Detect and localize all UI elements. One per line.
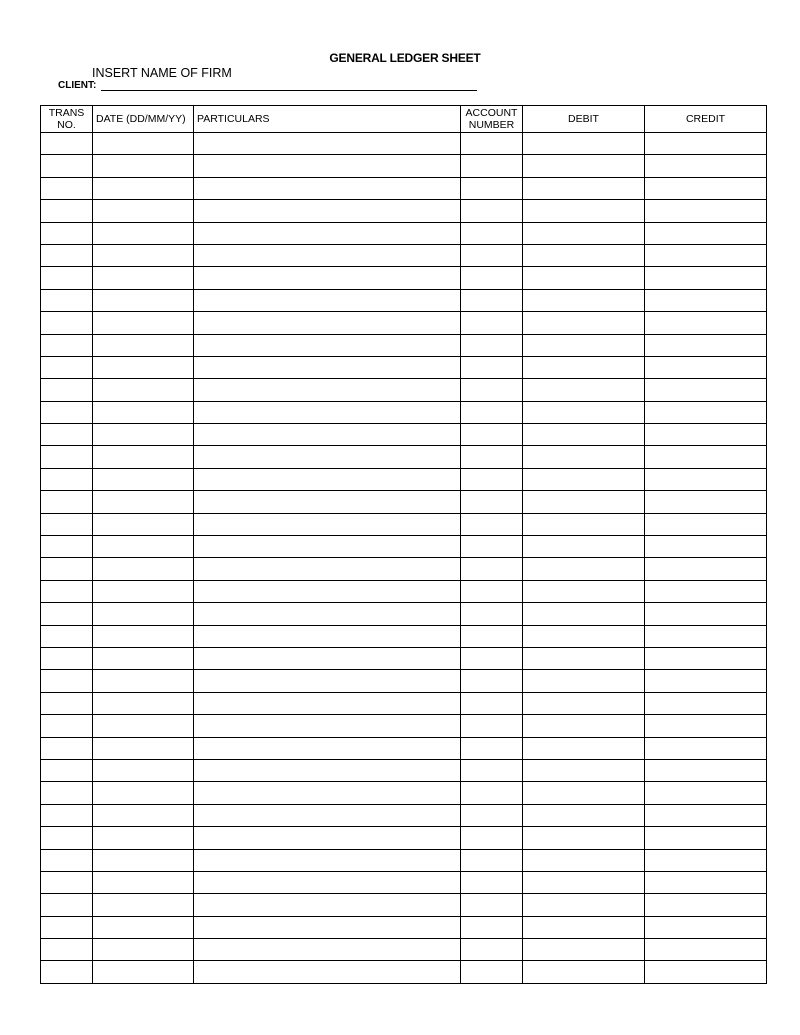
- table-row: [41, 625, 767, 647]
- trans-no-cell[interactable]: [41, 334, 93, 356]
- date-cell[interactable]: [93, 625, 194, 647]
- debit-cell[interactable]: [523, 939, 645, 961]
- debit-cell[interactable]: [523, 827, 645, 849]
- table-row: [41, 177, 767, 199]
- debit-cell[interactable]: [523, 558, 645, 580]
- table-row: [41, 446, 767, 468]
- credit-cell[interactable]: [645, 692, 767, 714]
- column-header-line: PARTICULARS: [197, 113, 270, 125]
- date-cell[interactable]: [93, 759, 194, 781]
- debit-cell[interactable]: [523, 580, 645, 602]
- date-cell[interactable]: [93, 916, 194, 938]
- debit-cell[interactable]: [523, 647, 645, 669]
- credit-cell[interactable]: [645, 558, 767, 580]
- trans-no-cell[interactable]: [41, 961, 93, 984]
- debit-cell[interactable]: [523, 782, 645, 804]
- particulars-cell[interactable]: [194, 759, 461, 781]
- credit-cell[interactable]: [645, 379, 767, 401]
- credit-cell[interactable]: [645, 871, 767, 893]
- table-row: [41, 222, 767, 244]
- trans-no-cell[interactable]: [41, 289, 93, 311]
- account-number-cell[interactable]: [461, 580, 523, 602]
- account-number-cell[interactable]: [461, 468, 523, 490]
- account-number-cell[interactable]: [461, 446, 523, 468]
- trans-no-cell[interactable]: [41, 916, 93, 938]
- date-cell[interactable]: [93, 849, 194, 871]
- particulars-cell[interactable]: [194, 647, 461, 669]
- credit-cell[interactable]: [645, 334, 767, 356]
- credit-cell[interactable]: [645, 289, 767, 311]
- credit-cell[interactable]: [645, 916, 767, 938]
- particulars-cell[interactable]: [194, 871, 461, 893]
- date-cell[interactable]: [93, 804, 194, 826]
- table-row: [41, 737, 767, 759]
- account-number-cell[interactable]: [461, 289, 523, 311]
- trans-no-cell[interactable]: [41, 647, 93, 669]
- credit-cell[interactable]: [645, 961, 767, 984]
- debit-cell[interactable]: [523, 177, 645, 199]
- debit-cell[interactable]: [523, 916, 645, 938]
- date-cell[interactable]: [93, 334, 194, 356]
- particulars-cell[interactable]: [194, 200, 461, 222]
- date-cell[interactable]: [93, 536, 194, 558]
- particulars-cell[interactable]: [194, 916, 461, 938]
- table-row: [41, 849, 767, 871]
- date-cell[interactable]: [93, 894, 194, 916]
- particulars-cell[interactable]: [194, 424, 461, 446]
- particulars-cell[interactable]: [194, 804, 461, 826]
- account-number-cell[interactable]: [461, 871, 523, 893]
- credit-cell[interactable]: [645, 536, 767, 558]
- debit-cell[interactable]: [523, 468, 645, 490]
- account-number-cell[interactable]: [461, 356, 523, 378]
- account-number-cell[interactable]: [461, 782, 523, 804]
- table-row: [41, 491, 767, 513]
- account-number-cell[interactable]: [461, 536, 523, 558]
- account-number-cell[interactable]: [461, 222, 523, 244]
- particulars-cell[interactable]: [194, 894, 461, 916]
- account-number-cell[interactable]: [461, 603, 523, 625]
- column-header-line: CREDIT: [685, 113, 726, 125]
- trans-no-cell[interactable]: [41, 401, 93, 423]
- particulars-cell[interactable]: [194, 177, 461, 199]
- debit-cell[interactable]: [523, 401, 645, 423]
- client-input-line[interactable]: [101, 90, 477, 91]
- column-header-line: NO.: [57, 119, 76, 131]
- table-row: [41, 939, 767, 961]
- trans-no-cell[interactable]: [41, 871, 93, 893]
- date-cell[interactable]: [93, 446, 194, 468]
- account-number-cell[interactable]: [461, 312, 523, 334]
- client-label: CLIENT:: [58, 80, 97, 91]
- account-number-cell[interactable]: [461, 133, 523, 155]
- credit-cell[interactable]: [645, 267, 767, 289]
- debit-cell[interactable]: [523, 155, 645, 177]
- trans-no-cell[interactable]: [41, 244, 93, 266]
- date-cell[interactable]: [93, 827, 194, 849]
- trans-no-cell[interactable]: [41, 827, 93, 849]
- trans-no-cell[interactable]: [41, 849, 93, 871]
- firm-name-placeholder[interactable]: INSERT NAME OF FIRM: [92, 66, 232, 80]
- credit-cell[interactable]: [645, 177, 767, 199]
- debit-cell[interactable]: [523, 849, 645, 871]
- credit-cell[interactable]: [645, 155, 767, 177]
- column-header-account-number: [461, 106, 523, 133]
- debit-cell[interactable]: [523, 491, 645, 513]
- table-row: [41, 894, 767, 916]
- date-cell[interactable]: [93, 468, 194, 490]
- debit-cell[interactable]: [523, 312, 645, 334]
- particulars-cell[interactable]: [194, 536, 461, 558]
- debit-cell[interactable]: [523, 133, 645, 155]
- table-row: [41, 289, 767, 311]
- trans-no-cell[interactable]: [41, 177, 93, 199]
- particulars-cell[interactable]: [194, 334, 461, 356]
- account-number-cell[interactable]: [461, 692, 523, 714]
- column-header-line: DEBIT: [568, 113, 599, 125]
- table-row: [41, 804, 767, 826]
- date-cell[interactable]: [93, 961, 194, 984]
- table-row: [41, 647, 767, 669]
- debit-cell[interactable]: [523, 961, 645, 984]
- date-cell[interactable]: [93, 222, 194, 244]
- column-header-particulars: [194, 106, 461, 133]
- trans-no-cell[interactable]: [41, 692, 93, 714]
- trans-no-cell[interactable]: [41, 782, 93, 804]
- date-cell[interactable]: [93, 424, 194, 446]
- account-number-cell[interactable]: [461, 715, 523, 737]
- debit-cell[interactable]: [523, 759, 645, 781]
- trans-no-cell[interactable]: [41, 939, 93, 961]
- account-number-cell[interactable]: [461, 177, 523, 199]
- date-cell[interactable]: [93, 133, 194, 155]
- table-row: [41, 916, 767, 938]
- particulars-cell[interactable]: [194, 603, 461, 625]
- debit-cell[interactable]: [523, 289, 645, 311]
- column-header-debit: [523, 106, 645, 133]
- particulars-cell[interactable]: [194, 401, 461, 423]
- particulars-cell[interactable]: [194, 580, 461, 602]
- particulars-cell[interactable]: [194, 289, 461, 311]
- date-cell[interactable]: [93, 401, 194, 423]
- credit-cell[interactable]: [645, 580, 767, 602]
- debit-cell[interactable]: [523, 244, 645, 266]
- credit-cell[interactable]: [645, 356, 767, 378]
- trans-no-cell[interactable]: [41, 133, 93, 155]
- particulars-cell[interactable]: [194, 356, 461, 378]
- credit-cell[interactable]: [645, 401, 767, 423]
- particulars-cell[interactable]: [194, 222, 461, 244]
- table-row: [41, 379, 767, 401]
- date-cell[interactable]: [93, 580, 194, 602]
- date-cell[interactable]: [93, 200, 194, 222]
- credit-cell[interactable]: [645, 782, 767, 804]
- table-row: [41, 580, 767, 602]
- table-row: [41, 715, 767, 737]
- credit-cell[interactable]: [645, 446, 767, 468]
- table-row: [41, 827, 767, 849]
- date-cell[interactable]: [93, 513, 194, 535]
- table-row: [41, 692, 767, 714]
- table-row: [41, 155, 767, 177]
- account-number-cell[interactable]: [461, 737, 523, 759]
- debit-cell[interactable]: [523, 200, 645, 222]
- debit-cell[interactable]: [523, 267, 645, 289]
- credit-cell[interactable]: [645, 312, 767, 334]
- credit-cell[interactable]: [645, 647, 767, 669]
- account-number-cell[interactable]: [461, 849, 523, 871]
- credit-cell[interactable]: [645, 200, 767, 222]
- account-number-cell[interactable]: [461, 939, 523, 961]
- debit-cell[interactable]: [523, 692, 645, 714]
- credit-cell[interactable]: [645, 939, 767, 961]
- trans-no-cell[interactable]: [41, 625, 93, 647]
- account-number-cell[interactable]: [461, 334, 523, 356]
- column-header-line: NUMBER: [468, 119, 515, 131]
- table-row: [41, 871, 767, 893]
- account-number-cell[interactable]: [461, 961, 523, 984]
- table-row: [41, 468, 767, 490]
- account-number-cell[interactable]: [461, 625, 523, 647]
- debit-cell[interactable]: [523, 603, 645, 625]
- debit-cell[interactable]: [523, 625, 645, 647]
- particulars-cell[interactable]: [194, 513, 461, 535]
- ledger-table: [40, 105, 767, 984]
- debit-cell[interactable]: [523, 804, 645, 826]
- date-cell[interactable]: [93, 267, 194, 289]
- table-row: [41, 670, 767, 692]
- credit-cell[interactable]: [645, 244, 767, 266]
- trans-no-cell[interactable]: [41, 804, 93, 826]
- credit-cell[interactable]: [645, 424, 767, 446]
- date-cell[interactable]: [93, 356, 194, 378]
- debit-cell[interactable]: [523, 513, 645, 535]
- trans-no-cell[interactable]: [41, 715, 93, 737]
- table-row: [41, 536, 767, 558]
- particulars-cell[interactable]: [194, 267, 461, 289]
- particulars-cell[interactable]: [194, 155, 461, 177]
- trans-no-cell[interactable]: [41, 446, 93, 468]
- debit-cell[interactable]: [523, 871, 645, 893]
- date-cell[interactable]: [93, 312, 194, 334]
- credit-cell[interactable]: [645, 670, 767, 692]
- trans-no-cell[interactable]: [41, 379, 93, 401]
- table-row: [41, 401, 767, 423]
- debit-cell[interactable]: [523, 334, 645, 356]
- credit-cell[interactable]: [645, 133, 767, 155]
- trans-no-cell[interactable]: [41, 580, 93, 602]
- trans-no-cell[interactable]: [41, 312, 93, 334]
- trans-no-cell[interactable]: [41, 737, 93, 759]
- particulars-cell[interactable]: [194, 491, 461, 513]
- date-cell[interactable]: [93, 647, 194, 669]
- trans-no-cell[interactable]: [41, 491, 93, 513]
- debit-cell[interactable]: [523, 222, 645, 244]
- table-row: [41, 244, 767, 266]
- table-row: [41, 759, 767, 781]
- date-cell[interactable]: [93, 670, 194, 692]
- credit-cell[interactable]: [645, 513, 767, 535]
- table-row: [41, 424, 767, 446]
- account-number-cell[interactable]: [461, 916, 523, 938]
- date-cell[interactable]: [93, 244, 194, 266]
- particulars-cell[interactable]: [194, 849, 461, 871]
- particulars-cell[interactable]: [194, 939, 461, 961]
- trans-no-cell[interactable]: [41, 200, 93, 222]
- credit-cell[interactable]: [645, 849, 767, 871]
- credit-cell[interactable]: [645, 603, 767, 625]
- account-number-cell[interactable]: [461, 424, 523, 446]
- particulars-cell[interactable]: [194, 715, 461, 737]
- particulars-cell[interactable]: [194, 827, 461, 849]
- account-number-cell[interactable]: [461, 200, 523, 222]
- credit-cell[interactable]: [645, 715, 767, 737]
- table-row: [41, 267, 767, 289]
- account-number-cell[interactable]: [461, 491, 523, 513]
- particulars-cell[interactable]: [194, 558, 461, 580]
- account-number-cell[interactable]: [461, 647, 523, 669]
- date-cell[interactable]: [93, 692, 194, 714]
- account-number-cell[interactable]: [461, 827, 523, 849]
- date-cell[interactable]: [93, 603, 194, 625]
- table-row: [41, 133, 767, 155]
- credit-cell[interactable]: [645, 468, 767, 490]
- column-header-date: [93, 106, 194, 133]
- trans-no-cell[interactable]: [41, 759, 93, 781]
- table-row: [41, 513, 767, 535]
- account-number-cell[interactable]: [461, 401, 523, 423]
- table-row: [41, 558, 767, 580]
- table-row: [41, 961, 767, 984]
- date-cell[interactable]: [93, 491, 194, 513]
- table-row: [41, 200, 767, 222]
- debit-cell[interactable]: [523, 670, 645, 692]
- trans-no-cell[interactable]: [41, 513, 93, 535]
- column-header-line: DATE (DD/MM/YY): [96, 113, 186, 125]
- particulars-cell[interactable]: [194, 670, 461, 692]
- date-cell[interactable]: [93, 715, 194, 737]
- particulars-cell[interactable]: [194, 312, 461, 334]
- particulars-cell[interactable]: [194, 244, 461, 266]
- credit-cell[interactable]: [645, 222, 767, 244]
- account-number-cell[interactable]: [461, 513, 523, 535]
- particulars-cell[interactable]: [194, 625, 461, 647]
- column-header-trans-no: [41, 106, 93, 133]
- account-number-cell[interactable]: [461, 759, 523, 781]
- date-cell[interactable]: [93, 177, 194, 199]
- particulars-cell[interactable]: [194, 737, 461, 759]
- particulars-cell[interactable]: [194, 692, 461, 714]
- date-cell[interactable]: [93, 871, 194, 893]
- table-row: [41, 334, 767, 356]
- column-header-credit: [645, 106, 767, 133]
- particulars-cell[interactable]: [194, 961, 461, 984]
- credit-cell[interactable]: [645, 827, 767, 849]
- debit-cell[interactable]: [523, 894, 645, 916]
- column-header-line: TRANS: [48, 107, 85, 119]
- particulars-cell[interactable]: [194, 446, 461, 468]
- date-cell[interactable]: [93, 379, 194, 401]
- trans-no-cell[interactable]: [41, 894, 93, 916]
- column-header-line: ACCOUNT: [465, 107, 518, 119]
- particulars-cell[interactable]: [194, 782, 461, 804]
- debit-cell[interactable]: [523, 379, 645, 401]
- trans-no-cell[interactable]: [41, 468, 93, 490]
- particulars-cell[interactable]: [194, 379, 461, 401]
- account-number-cell[interactable]: [461, 558, 523, 580]
- table-row: [41, 603, 767, 625]
- table-row: [41, 782, 767, 804]
- account-number-cell[interactable]: [461, 894, 523, 916]
- trans-no-cell[interactable]: [41, 222, 93, 244]
- trans-no-cell[interactable]: [41, 558, 93, 580]
- trans-no-cell[interactable]: [41, 356, 93, 378]
- debit-cell[interactable]: [523, 536, 645, 558]
- trans-no-cell[interactable]: [41, 670, 93, 692]
- particulars-cell[interactable]: [194, 133, 461, 155]
- account-number-cell[interactable]: [461, 267, 523, 289]
- debit-cell[interactable]: [523, 715, 645, 737]
- trans-no-cell[interactable]: [41, 603, 93, 625]
- date-cell[interactable]: [93, 782, 194, 804]
- debit-cell[interactable]: [523, 737, 645, 759]
- trans-no-cell[interactable]: [41, 424, 93, 446]
- trans-no-cell[interactable]: [41, 536, 93, 558]
- credit-cell[interactable]: [645, 894, 767, 916]
- date-cell[interactable]: [93, 939, 194, 961]
- table-row: [41, 356, 767, 378]
- credit-cell[interactable]: [645, 804, 767, 826]
- account-number-cell[interactable]: [461, 244, 523, 266]
- particulars-cell[interactable]: [194, 468, 461, 490]
- credit-cell[interactable]: [645, 759, 767, 781]
- credit-cell[interactable]: [645, 491, 767, 513]
- header-row: [41, 106, 767, 133]
- ledger-body: [41, 133, 767, 984]
- account-number-cell[interactable]: [461, 379, 523, 401]
- date-cell[interactable]: [93, 558, 194, 580]
- date-cell[interactable]: [93, 737, 194, 759]
- debit-cell[interactable]: [523, 446, 645, 468]
- account-number-cell[interactable]: [461, 670, 523, 692]
- account-number-cell[interactable]: [461, 804, 523, 826]
- trans-no-cell[interactable]: [41, 155, 93, 177]
- date-cell[interactable]: [93, 289, 194, 311]
- table-row: [41, 312, 767, 334]
- date-cell[interactable]: [93, 155, 194, 177]
- account-number-cell[interactable]: [461, 155, 523, 177]
- trans-no-cell[interactable]: [41, 267, 93, 289]
- page-title: GENERAL LEDGER SHEET: [329, 51, 481, 65]
- debit-cell[interactable]: [523, 356, 645, 378]
- debit-cell[interactable]: [523, 424, 645, 446]
- credit-cell[interactable]: [645, 625, 767, 647]
- credit-cell[interactable]: [645, 737, 767, 759]
